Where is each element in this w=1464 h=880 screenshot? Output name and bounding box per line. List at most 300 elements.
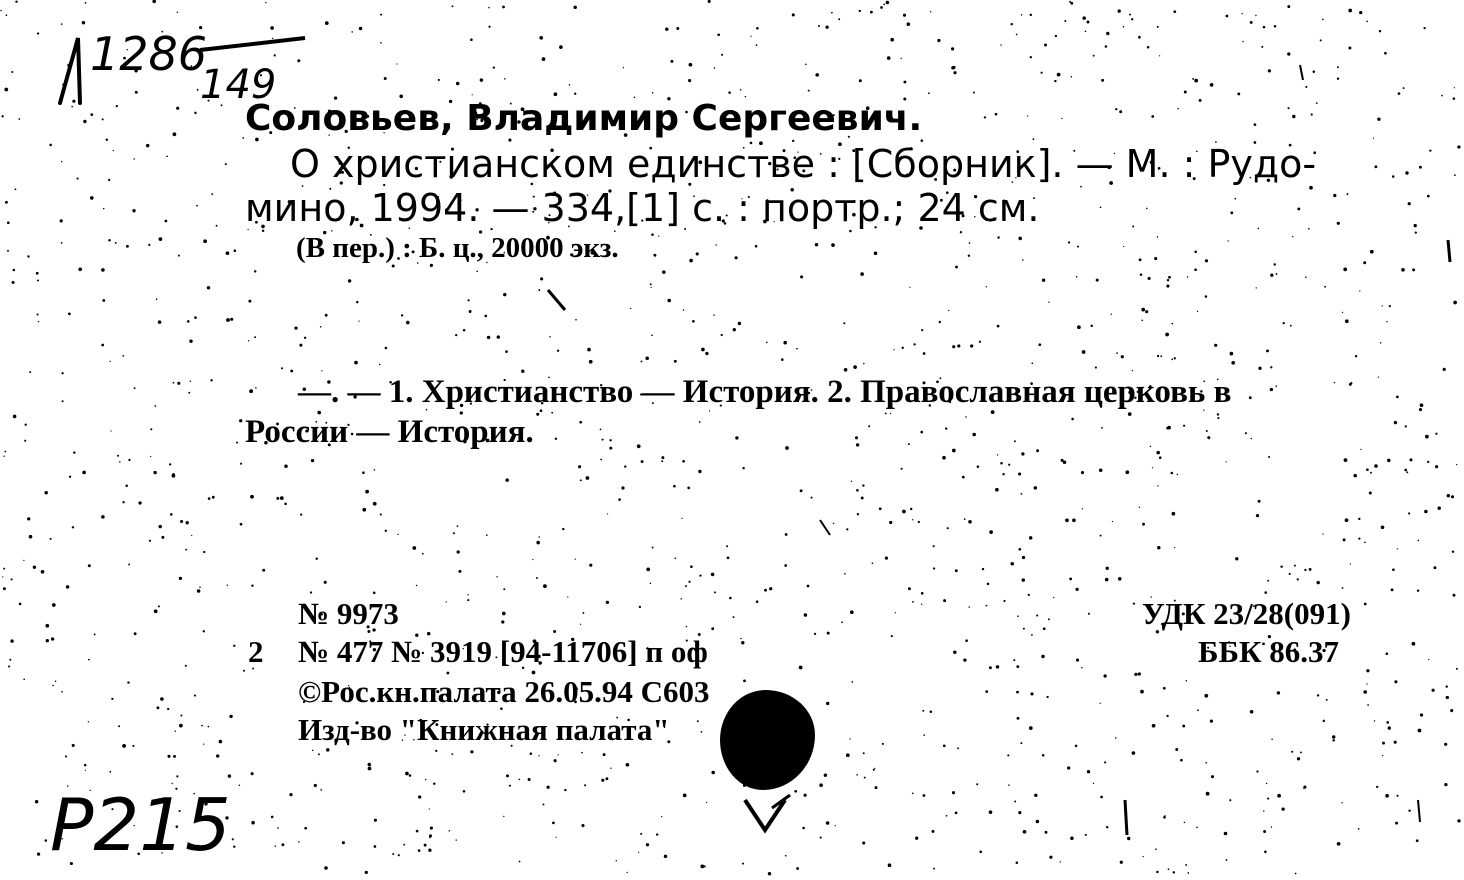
paper-speck	[1405, 171, 1408, 174]
paper-speck	[186, 521, 189, 524]
paper-speck	[102, 118, 104, 120]
paper-speck	[673, 485, 676, 488]
paper-speck	[889, 521, 892, 524]
paper-speck	[658, 235, 659, 236]
paper-speck	[901, 58, 902, 59]
paper-speck	[519, 861, 521, 863]
paper-speck	[356, 301, 358, 303]
paper-speck	[133, 158, 134, 159]
paper-speck	[1034, 486, 1038, 490]
paper-speck	[1276, 273, 1278, 275]
paper-speck	[538, 755, 539, 756]
paper-speck	[696, 252, 699, 255]
paper-speck	[1100, 796, 1103, 799]
paper-speck	[844, 573, 846, 575]
paper-speck	[1105, 578, 1109, 582]
paper-speck	[610, 768, 611, 769]
paper-speck	[1175, 748, 1178, 751]
paper-speck	[1394, 421, 1397, 424]
paper-speck	[1266, 783, 1267, 784]
paper-speck	[51, 637, 54, 640]
paper-speck	[1435, 465, 1438, 468]
paper-speck	[872, 563, 874, 565]
paper-speck	[862, 841, 865, 844]
paper-speck	[374, 819, 377, 822]
paper-speck	[1226, 15, 1229, 18]
paper-speck	[1036, 614, 1038, 616]
paper-speck	[396, 63, 397, 64]
paper-speck	[1096, 279, 1099, 282]
paper-speck	[540, 277, 543, 280]
paper-speck	[627, 872, 628, 873]
paper-speck	[463, 329, 466, 332]
paper-speck	[557, 350, 559, 352]
paper-speck	[1429, 149, 1431, 151]
paper-speck	[1160, 355, 1162, 357]
paper-speck	[1295, 873, 1297, 875]
paper-speck	[480, 78, 483, 81]
paper-speck	[1370, 472, 1372, 474]
paper-speck	[134, 387, 136, 389]
paper-speck	[1206, 430, 1208, 432]
paper-speck	[1045, 831, 1048, 834]
paper-speck	[173, 132, 177, 136]
paper-speck	[1380, 342, 1381, 343]
paper-speck	[3, 587, 6, 590]
paper-speck	[998, 236, 1000, 238]
paper-speck	[1353, 474, 1357, 478]
paper-speck	[962, 476, 965, 479]
paper-speck	[207, 286, 210, 289]
paper-speck	[701, 731, 703, 733]
paper-speck	[1182, 725, 1185, 728]
paper-speck	[856, 489, 859, 492]
paper-speck	[827, 632, 830, 635]
paper-speck	[368, 763, 372, 767]
paper-speck	[1344, 458, 1348, 462]
paper-speck	[683, 309, 685, 311]
subjects-line-1: —. — 1. Христианство — История. 2. Православная церковь в	[298, 374, 1232, 410]
paper-speck	[1217, 417, 1219, 419]
paper-speck	[1374, 464, 1378, 468]
paper-speck	[1030, 14, 1032, 16]
paper-speck	[1007, 754, 1009, 756]
paper-speck	[989, 810, 993, 814]
paper-speck	[946, 815, 948, 817]
paper-speck	[564, 789, 566, 791]
paper-speck	[248, 300, 251, 303]
paper-speck	[469, 310, 472, 313]
paper-speck	[735, 256, 738, 259]
paper-speck	[528, 778, 531, 781]
paper-speck	[1156, 871, 1158, 873]
paper-speck	[674, 360, 677, 363]
record-number: № 9973	[298, 596, 399, 631]
paper-speck	[1018, 548, 1021, 551]
paper-speck	[651, 233, 654, 236]
paper-speck	[1044, 44, 1047, 47]
paper-speck	[870, 11, 873, 14]
paper-speck	[61, 161, 62, 162]
paper-speck	[838, 18, 840, 20]
paper-speck	[324, 581, 327, 584]
paper-speck	[1443, 368, 1446, 371]
paper-speck	[134, 632, 137, 635]
paper-speck	[1258, 500, 1261, 503]
paper-speck	[190, 380, 192, 382]
paper-speck	[1048, 302, 1049, 303]
paper-speck	[496, 576, 497, 577]
paper-speck	[1023, 628, 1025, 630]
paper-speck	[132, 209, 135, 212]
paper-speck	[451, 753, 453, 755]
paper-speck	[1316, 581, 1319, 584]
paper-speck	[194, 695, 196, 697]
paper-speck	[955, 266, 958, 269]
paper-speck	[1187, 872, 1189, 874]
paper-speck	[621, 486, 624, 489]
paper-speck	[650, 283, 652, 285]
paper-speck	[920, 431, 923, 434]
paper-speck	[1412, 642, 1416, 646]
paper-speck	[1081, 471, 1084, 474]
paper-speck	[418, 795, 421, 798]
paper-speck	[1427, 461, 1429, 463]
paper-speck	[501, 620, 504, 623]
paper-speck	[602, 439, 604, 441]
paper-speck	[846, 753, 850, 757]
paper-speck	[1010, 562, 1014, 566]
paper-speck	[374, 845, 377, 848]
paper-speck	[225, 163, 227, 165]
paper-speck	[280, 496, 284, 500]
paper-speck	[61, 372, 63, 374]
paper-speck	[10, 639, 13, 642]
paper-speck	[1394, 741, 1397, 744]
paper-speck	[1123, 246, 1124, 247]
paper-speck	[1444, 783, 1447, 786]
paper-speck	[687, 487, 690, 490]
paper-speck	[970, 344, 973, 347]
paper-speck	[0, 10, 1, 11]
paper-speck	[989, 530, 993, 534]
paper-speck	[952, 791, 955, 794]
paper-speck	[1106, 826, 1108, 828]
paper-speck	[468, 299, 470, 301]
paper-speck	[179, 577, 182, 580]
paper-speck	[1405, 425, 1407, 427]
paper-speck	[1116, 352, 1118, 354]
paper-speck	[874, 768, 875, 769]
paper-speck	[61, 691, 63, 693]
paper-speck	[1145, 310, 1148, 313]
paper-speck	[422, 553, 424, 555]
paper-speck	[1382, 755, 1383, 756]
paper-speck	[681, 518, 682, 519]
paper-speck	[165, 220, 168, 223]
paper-speck	[639, 606, 641, 608]
paper-speck	[606, 777, 609, 780]
paper-speck	[1392, 175, 1395, 178]
paper-speck	[449, 830, 451, 832]
paper-speck	[416, 830, 419, 833]
paper-speck	[729, 597, 732, 600]
paper-speck	[1417, 589, 1419, 591]
paper-speck	[1453, 594, 1456, 597]
paper-speck	[1333, 194, 1336, 197]
paper-speck	[178, 255, 180, 257]
paper-speck	[1018, 237, 1022, 241]
paper-speck	[1231, 361, 1235, 365]
paper-speck	[1388, 726, 1391, 729]
paper-speck	[262, 569, 265, 572]
paper-speck	[1270, 388, 1273, 391]
paper-speck	[972, 433, 976, 437]
paper-speck	[1095, 367, 1097, 369]
paper-speck	[1395, 822, 1398, 825]
paper-speck	[818, 25, 820, 27]
paper-speck	[1398, 92, 1401, 95]
paper-speck	[1457, 819, 1460, 822]
paper-speck	[122, 501, 124, 503]
paper-speck	[532, 559, 533, 560]
paper-speck	[933, 567, 935, 569]
paper-speck	[1386, 321, 1387, 322]
paper-speck	[156, 298, 158, 300]
paper-speck	[890, 413, 891, 414]
paper-speck	[5, 201, 8, 204]
paper-speck	[1414, 224, 1417, 227]
paper-speck	[1263, 26, 1266, 29]
paper-speck	[820, 837, 822, 839]
paper-speck	[405, 772, 409, 776]
paper-speck	[188, 392, 190, 394]
paper-speck	[1072, 518, 1076, 522]
paper-speck	[126, 245, 129, 248]
paper-speck	[1180, 759, 1183, 762]
paper-speck	[875, 786, 878, 789]
paper-speck	[1071, 76, 1073, 78]
paper-speck	[52, 603, 56, 607]
paper-speck	[792, 13, 795, 16]
paper-speck	[1406, 471, 1408, 473]
paper-speck	[903, 81, 906, 84]
paper-speck	[1061, 118, 1062, 119]
paper-speck	[728, 91, 731, 94]
paper-speck	[23, 678, 25, 680]
paper-speck	[487, 336, 490, 339]
paper-speck	[1000, 44, 1001, 45]
paper-speck	[1292, 236, 1293, 237]
paper-speck	[624, 465, 626, 467]
paper-speck	[735, 436, 738, 439]
paper-speck	[429, 836, 431, 838]
paper-speck	[1171, 359, 1173, 361]
paper-speck	[234, 249, 237, 252]
paper-speck	[960, 231, 962, 233]
paper-speck	[638, 852, 639, 853]
paper-speck	[1129, 14, 1131, 16]
paper-speck	[187, 320, 190, 323]
paper-speck	[326, 748, 330, 752]
paper-speck	[1397, 548, 1398, 549]
paper-speck	[438, 79, 440, 81]
paper-speck	[1119, 110, 1122, 113]
paper-speck	[618, 498, 621, 501]
paper-speck	[1018, 472, 1021, 475]
paper-speck	[275, 845, 276, 846]
paper-speck	[1277, 794, 1281, 798]
bbk-code: ББК 86.37	[1198, 634, 1339, 669]
paper-speck	[947, 527, 949, 529]
paper-speck	[1166, 285, 1169, 288]
paper-speck	[1105, 567, 1108, 570]
paper-speck	[201, 725, 203, 727]
paper-speck	[1382, 305, 1383, 306]
paper-speck	[37, 32, 39, 34]
paper-speck	[714, 591, 716, 593]
paper-speck	[686, 626, 688, 628]
paper-speck	[226, 318, 230, 322]
paper-speck	[170, 513, 173, 516]
paper-speck	[721, 54, 723, 56]
paper-speck	[863, 363, 864, 364]
paper-speck	[708, 0, 711, 3]
paper-speck	[281, 843, 284, 846]
paper-speck	[1447, 494, 1450, 497]
paper-speck	[977, 465, 980, 468]
paper-speck	[1418, 540, 1420, 542]
paper-speck	[989, 666, 992, 669]
paper-speck	[1374, 165, 1377, 168]
paper-speck	[1199, 99, 1202, 102]
paper-speck	[401, 314, 403, 316]
paper-speck	[85, 2, 87, 4]
paper-speck	[1186, 680, 1187, 681]
paper-speck	[456, 82, 460, 86]
paper-speck	[923, 352, 926, 355]
paper-speck	[1427, 195, 1430, 198]
paper-speck	[1082, 16, 1086, 20]
paper-speck	[1033, 138, 1035, 140]
paper-speck	[651, 334, 653, 336]
paper-speck	[965, 416, 966, 417]
paper-speck	[433, 782, 435, 784]
paper-speck	[1346, 193, 1348, 195]
paper-speck	[1082, 350, 1086, 354]
paper-speck	[1093, 783, 1094, 784]
paper-speck	[1197, 311, 1198, 312]
paper-speck	[1456, 464, 1457, 465]
paper-speck	[1105, 45, 1108, 48]
paper-speck	[185, 665, 187, 667]
paper-speck	[853, 365, 857, 369]
paper-speck	[856, 443, 859, 446]
paper-speck	[365, 871, 368, 874]
paper-speck	[476, 271, 478, 273]
paper-speck	[425, 779, 427, 781]
paper-speck	[699, 574, 701, 576]
paper-speck	[373, 502, 377, 506]
paper-speck	[196, 205, 198, 207]
paper-speck	[1, 115, 3, 117]
paper-speck	[901, 347, 903, 349]
paper-speck	[1077, 246, 1079, 248]
paper-speck	[1204, 694, 1208, 698]
paper-speck	[1256, 770, 1258, 772]
paper-speck	[1023, 830, 1027, 834]
paper-speck	[150, 428, 152, 430]
paper-speck	[351, 31, 353, 33]
paper-speck	[826, 702, 829, 705]
paper-speck	[1446, 696, 1449, 699]
paper-speck	[82, 471, 86, 475]
paper-speck	[819, 783, 823, 787]
paper-speck	[1021, 493, 1023, 495]
copyright-line: ©Рос.кн.палата 26.05.94 С603	[298, 674, 710, 709]
paper-speck	[1355, 355, 1357, 357]
paper-speck	[1156, 451, 1160, 455]
paper-speck	[986, 605, 988, 607]
paper-speck	[373, 591, 376, 594]
paper-speck	[665, 27, 668, 30]
paper-speck	[1408, 512, 1410, 514]
paper-speck	[921, 592, 924, 595]
paper-speck	[641, 460, 644, 463]
paper-speck	[984, 116, 986, 118]
paper-speck	[1159, 456, 1162, 459]
paper-speck	[49, 144, 52, 147]
paper-speck	[1404, 469, 1407, 472]
paper-speck	[733, 328, 736, 331]
paper-speck	[811, 497, 813, 499]
paper-speck	[1382, 742, 1385, 745]
paper-speck	[189, 339, 192, 342]
paper-speck	[1280, 565, 1282, 567]
paper-speck	[1374, 720, 1375, 721]
paper-speck	[987, 583, 990, 586]
paper-speck	[1147, 46, 1150, 49]
paper-speck	[318, 753, 320, 755]
paper-speck	[1132, 226, 1134, 228]
paper-speck	[863, 752, 865, 754]
paper-speck	[167, 708, 169, 710]
paper-speck	[968, 254, 970, 256]
paper-speck	[901, 468, 903, 470]
paper-speck	[106, 138, 108, 140]
udk-code: УДК 23/28(091)	[1142, 596, 1351, 631]
paper-speck	[154, 405, 156, 407]
paper-speck	[1230, 211, 1233, 214]
paper-speck	[833, 523, 834, 524]
paper-speck	[740, 638, 742, 640]
paper-speck	[582, 612, 584, 614]
paper-speck	[1016, 34, 1018, 36]
paper-speck	[1139, 258, 1142, 261]
paper-speck	[918, 521, 920, 523]
paper-speck	[690, 565, 693, 568]
paper-speck	[310, 591, 312, 593]
paper-speck	[2, 576, 3, 577]
paper-speck	[688, 79, 691, 82]
paper-speck	[1197, 709, 1199, 711]
paper-speck	[846, 528, 848, 530]
paper-speck	[964, 518, 966, 520]
paper-speck	[727, 556, 730, 559]
paper-speck	[706, 802, 707, 803]
paper-speck	[1250, 21, 1253, 24]
paper-speck	[84, 764, 87, 767]
